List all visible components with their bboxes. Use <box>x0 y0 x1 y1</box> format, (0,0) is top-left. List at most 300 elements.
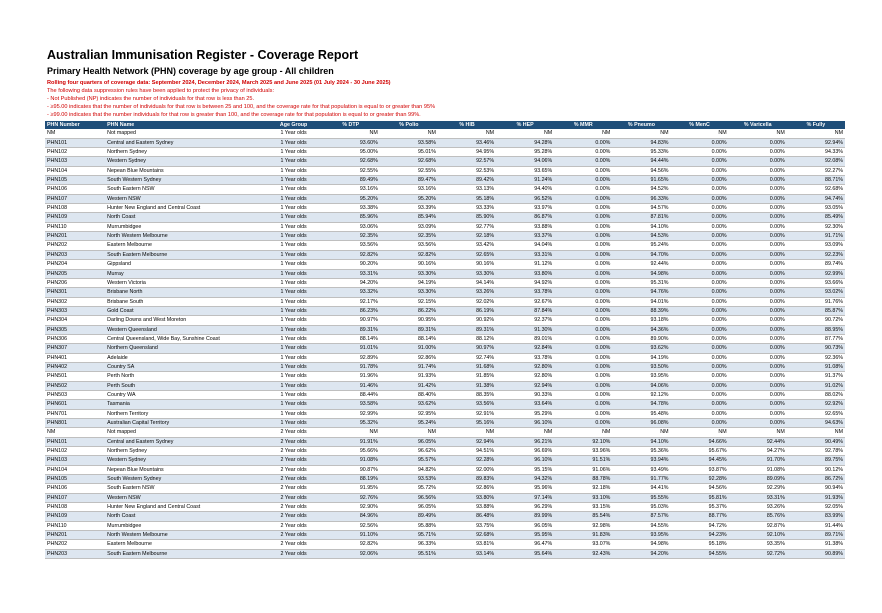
table-cell: 2 Year olds <box>266 428 322 437</box>
table-cell: 96.10% <box>496 419 554 428</box>
table-cell: 0.00% <box>554 222 612 231</box>
table-cell: 92.65% <box>438 250 496 259</box>
table-cell: 0.00% <box>554 325 612 334</box>
table-cell: 91.96% <box>322 372 380 381</box>
table-cell: 2 Year olds <box>266 456 322 465</box>
table-cell: 92.05% <box>787 503 845 512</box>
table-cell: 93.39% <box>380 204 438 213</box>
table-cell: 0.00% <box>671 400 729 409</box>
table-cell: South Western Sydney <box>105 176 265 185</box>
rule-np: - Not Published (NP) indicates the number of individuals for that row is less than 25. <box>47 96 255 102</box>
table-cell: 0.00% <box>671 222 729 231</box>
table-cell: 0.00% <box>729 232 787 241</box>
table-cell: 95.81% <box>671 493 729 502</box>
table-cell: 95.67% <box>671 447 729 456</box>
table-cell: 93.95% <box>612 531 670 540</box>
table-cell: 92.90% <box>322 503 380 512</box>
table-cell: 94.95% <box>438 148 496 157</box>
table-cell: 89.90% <box>612 334 670 343</box>
table-cell: Northern Sydney <box>105 148 265 157</box>
table-header <box>45 121 845 129</box>
table-cell: 92.18% <box>554 484 612 493</box>
table-cell: PHN102 <box>45 148 105 157</box>
table-cell: Central and Eastern Sydney <box>105 437 265 446</box>
table-cell: 85.76% <box>729 512 787 521</box>
table-cell: 92.89% <box>322 353 380 362</box>
table-cell: NM <box>554 428 612 437</box>
table-cell: 87.57% <box>612 512 670 521</box>
table-cell: NM <box>729 129 787 138</box>
table-cell: 94.76% <box>612 288 670 297</box>
table-cell: Brisbane North <box>105 288 265 297</box>
table-cell: 94.36% <box>612 325 670 334</box>
table-cell: 91.42% <box>380 381 438 390</box>
table-cell: 0.00% <box>554 344 612 353</box>
table-cell: Perth North <box>105 372 265 381</box>
table-cell: 86.23% <box>322 306 380 315</box>
table-row <box>45 409 845 418</box>
table-cell: 0.00% <box>729 409 787 418</box>
table-cell: NM <box>45 129 105 138</box>
table-cell: 0.00% <box>554 185 612 194</box>
column-header: % MMR <box>554 121 612 129</box>
table-row <box>45 390 845 399</box>
table-cell: 93.14% <box>438 549 496 558</box>
table-cell: 92.72% <box>729 549 787 558</box>
table-cell: 88.14% <box>322 334 380 343</box>
table-cell: 95.32% <box>322 419 380 428</box>
table-row <box>45 419 845 428</box>
table-cell: 86.19% <box>438 306 496 315</box>
table-cell: 0.00% <box>729 372 787 381</box>
table-cell: 84.96% <box>322 512 380 521</box>
table-cell: 92.56% <box>322 521 380 530</box>
table-cell: 90.94% <box>787 484 845 493</box>
table-cell: 92.28% <box>438 456 496 465</box>
table-cell: 95.20% <box>380 194 438 203</box>
table-cell: 89.49% <box>322 176 380 185</box>
table-row <box>45 512 845 521</box>
table-cell: South Eastern Melbourne <box>105 250 265 259</box>
table-cell: Murrumbidgee <box>105 222 265 231</box>
table-cell: 1 Year olds <box>266 148 322 157</box>
table-cell: 91.08% <box>322 456 380 465</box>
table-row <box>45 484 845 493</box>
table-cell: 1 Year olds <box>266 185 322 194</box>
table-cell: 90.95% <box>380 316 438 325</box>
table-cell: Not mapped <box>105 129 265 138</box>
table-cell: 88.71% <box>787 176 845 185</box>
table-cell: 90.12% <box>787 465 845 474</box>
table-cell: Western NSW <box>105 493 265 502</box>
table-cell: 88.14% <box>380 334 438 343</box>
table-cell: Murrumbidgee <box>105 521 265 530</box>
table-cell: 2 Year olds <box>266 437 322 446</box>
table-cell: 93.95% <box>612 372 670 381</box>
table-row <box>45 437 845 446</box>
table-cell: 95.96% <box>496 484 554 493</box>
table-cell: 89.31% <box>380 325 438 334</box>
table-cell: 95.51% <box>380 549 438 558</box>
table-cell: 94.56% <box>612 166 670 175</box>
table-cell: 96.05% <box>380 437 438 446</box>
table-cell: 95.18% <box>671 540 729 549</box>
table-cell: 94.63% <box>787 419 845 428</box>
table-cell: 93.37% <box>496 232 554 241</box>
table-row <box>45 260 845 269</box>
table-cell: 1 Year olds <box>266 250 322 259</box>
table-cell: 96.47% <box>496 540 554 549</box>
table-cell: NM <box>438 428 496 437</box>
table-cell: 1 Year olds <box>266 129 322 138</box>
table-cell: 93.30% <box>380 269 438 278</box>
table-cell: 91.08% <box>729 465 787 474</box>
table-cell: 92.10% <box>729 531 787 540</box>
table-cell: Central and Eastern Sydney <box>105 138 265 147</box>
table-cell: PHN801 <box>45 419 105 428</box>
table-cell: 93.42% <box>438 241 496 250</box>
table-cell: PHN307 <box>45 344 105 353</box>
table-cell: 2 Year olds <box>266 465 322 474</box>
table-cell: 95.66% <box>322 447 380 456</box>
table-row <box>45 531 845 540</box>
table-cell: 88.12% <box>438 334 496 343</box>
table-cell: South Eastern Melbourne <box>105 549 265 558</box>
table-cell: 0.00% <box>671 372 729 381</box>
table-cell: 0.00% <box>554 166 612 175</box>
table-cell: 0.00% <box>671 148 729 157</box>
table-cell: 93.88% <box>496 222 554 231</box>
table-cell: 95.64% <box>496 549 554 558</box>
table-cell: Not mapped <box>105 428 265 437</box>
table-cell: 89.49% <box>380 512 438 521</box>
table-cell: North Coast <box>105 512 265 521</box>
table-cell: 88.77% <box>671 512 729 521</box>
table-cell: PHN106 <box>45 484 105 493</box>
table-cell: 1 Year olds <box>266 334 322 343</box>
table-row <box>45 241 845 250</box>
table-cell: 92.44% <box>729 437 787 446</box>
table-cell: Hunter New England and Central Coast <box>105 503 265 512</box>
table-row <box>45 549 845 558</box>
table-cell: PHN502 <box>45 381 105 390</box>
table-cell: PHN206 <box>45 278 105 287</box>
table-cell: Darling Downs and West Moreton <box>105 316 265 325</box>
table-cell: 92.86% <box>380 353 438 362</box>
table-cell: PHN103 <box>45 157 105 166</box>
table-cell: 92.06% <box>322 549 380 558</box>
table-row <box>45 362 845 371</box>
table-cell: Western Victoria <box>105 278 265 287</box>
table-cell: 94.53% <box>612 232 670 241</box>
table-cell: 0.00% <box>554 297 612 306</box>
table-cell: Northern Queensland <box>105 344 265 353</box>
table-cell: 94.20% <box>322 278 380 287</box>
table-cell: 89.09% <box>729 475 787 484</box>
table-row <box>45 447 845 456</box>
table-cell: 2 Year olds <box>266 503 322 512</box>
table-cell: 92.94% <box>787 138 845 147</box>
table-cell: 0.00% <box>554 334 612 343</box>
table-row <box>45 493 845 502</box>
table-cell: 93.46% <box>438 138 496 147</box>
table-cell: 92.67% <box>496 297 554 306</box>
table-cell: NM <box>787 129 845 138</box>
table-cell: 95.28% <box>496 148 554 157</box>
column-header: PHN Number <box>45 121 105 129</box>
table-cell: 92.37% <box>496 316 554 325</box>
table-cell: 2 Year olds <box>266 512 322 521</box>
table-cell: 92.98% <box>554 521 612 530</box>
table-cell: 93.31% <box>729 493 787 502</box>
table-cell: 0.00% <box>554 288 612 297</box>
table-row <box>45 503 845 512</box>
table-cell: PHN104 <box>45 465 105 474</box>
table-cell: North Coast <box>105 213 265 222</box>
table-cell: 95.33% <box>612 148 670 157</box>
table-cell: 97.14% <box>496 493 554 502</box>
table-cell: 93.56% <box>438 400 496 409</box>
table-cell: 94.72% <box>671 521 729 530</box>
table-cell: 90.89% <box>787 549 845 558</box>
table-cell: 93.16% <box>322 185 380 194</box>
table-cell: 95.95% <box>496 531 554 540</box>
table-cell: 91.38% <box>787 540 845 549</box>
table-cell: South Eastern NSW <box>105 484 265 493</box>
table-cell: 0.00% <box>671 176 729 185</box>
table-cell: 93.58% <box>322 400 380 409</box>
table-cell: 92.35% <box>380 232 438 241</box>
column-header: % HEP <box>496 121 554 129</box>
table-cell: 93.78% <box>496 353 554 362</box>
table-cell: 92.10% <box>554 437 612 446</box>
table-cell: Hunter New England and Central Coast <box>105 204 265 213</box>
table-cell: 93.26% <box>729 503 787 512</box>
table-cell: 94.70% <box>612 250 670 259</box>
table-cell: 0.00% <box>729 194 787 203</box>
table-cell: 96.69% <box>496 447 554 456</box>
table-cell: 0.00% <box>554 316 612 325</box>
table-cell: 2 Year olds <box>266 475 322 484</box>
table-cell: 93.53% <box>380 475 438 484</box>
table-cell: 91.76% <box>787 297 845 306</box>
table-cell: 0.00% <box>671 297 729 306</box>
table-cell: 1 Year olds <box>266 325 322 334</box>
table-cell: 0.00% <box>671 381 729 390</box>
table-cell: 92.17% <box>322 297 380 306</box>
table-cell: PHN303 <box>45 306 105 315</box>
table-cell: 2 Year olds <box>266 540 322 549</box>
table-cell: 0.00% <box>554 372 612 381</box>
suppression-intro: The following data suppression rules have been applied to protect the privacy of individuals: <box>47 88 274 94</box>
table-cell: 0.00% <box>671 138 729 147</box>
table-cell: 0.00% <box>554 278 612 287</box>
table-cell: 0.00% <box>554 194 612 203</box>
table-cell: 92.92% <box>787 400 845 409</box>
table-cell: 94.92% <box>496 278 554 287</box>
table-cell: Western Queensland <box>105 325 265 334</box>
table-cell: 94.40% <box>496 185 554 194</box>
table-cell: 0.00% <box>729 288 787 297</box>
table-cell: 93.96% <box>554 447 612 456</box>
table-cell: 95.72% <box>380 484 438 493</box>
table-cell: 0.00% <box>729 204 787 213</box>
table-cell: 95.20% <box>322 194 380 203</box>
table-cell: 0.00% <box>729 176 787 185</box>
table-cell: 86.87% <box>496 213 554 222</box>
table-cell: 1 Year olds <box>266 419 322 428</box>
table-cell: 93.10% <box>554 493 612 502</box>
table-cell: 94.33% <box>787 148 845 157</box>
table-cell: 89.71% <box>787 531 845 540</box>
table-row <box>45 521 845 530</box>
table-row <box>45 344 845 353</box>
table-cell: 0.00% <box>671 185 729 194</box>
table-cell: 93.15% <box>554 503 612 512</box>
table-cell: 93.30% <box>380 288 438 297</box>
table-cell: 92.80% <box>496 372 554 381</box>
table-cell: PHN305 <box>45 325 105 334</box>
table-cell: 0.00% <box>729 148 787 157</box>
table-cell: PHN108 <box>45 204 105 213</box>
column-header: % Pneumo <box>612 121 670 129</box>
table-cell: 1 Year olds <box>266 278 322 287</box>
table-cell: 88.78% <box>554 475 612 484</box>
column-header: % MenC <box>671 121 729 129</box>
table-cell: Country SA <box>105 362 265 371</box>
table-cell: 1 Year olds <box>266 166 322 175</box>
table-row <box>45 213 845 222</box>
table-cell: 94.06% <box>612 381 670 390</box>
table-row <box>45 222 845 231</box>
column-header: % Polio <box>380 121 438 129</box>
table-cell: 93.35% <box>729 540 787 549</box>
table-cell: 92.99% <box>322 409 380 418</box>
period-note: Rolling four quarters of coverage data: September 2024, December 2024, March 2025 and June 2025 (01 July 2024 - 30 June 2025) <box>47 80 391 86</box>
table-cell: 96.05% <box>380 503 438 512</box>
table-cell: 93.62% <box>612 344 670 353</box>
table-cell: 0.00% <box>554 381 612 390</box>
table-cell: 0.00% <box>671 288 729 297</box>
table-cell: 94.45% <box>671 456 729 465</box>
table-cell: PHN107 <box>45 493 105 502</box>
table-cell: 92.02% <box>438 297 496 306</box>
table-cell: NM <box>496 129 554 138</box>
table-cell: 93.33% <box>438 204 496 213</box>
table-row <box>45 316 845 325</box>
table-cell: PHN108 <box>45 503 105 512</box>
table-cell: 93.87% <box>671 465 729 474</box>
table-cell: 92.53% <box>438 166 496 175</box>
table-row <box>45 204 845 213</box>
table-cell: 91.93% <box>380 372 438 381</box>
table-cell: 90.49% <box>787 437 845 446</box>
table-cell: 0.00% <box>671 278 729 287</box>
table-cell: 93.09% <box>380 222 438 231</box>
table-cell: 85.90% <box>438 213 496 222</box>
table-cell: 91.68% <box>438 362 496 371</box>
table-cell: 1 Year olds <box>266 288 322 297</box>
table-cell: 0.00% <box>554 260 612 269</box>
table-cell: 1 Year olds <box>266 316 322 325</box>
table-cell: 94.28% <box>496 138 554 147</box>
table-cell: 96.62% <box>380 447 438 456</box>
table-cell: 96.21% <box>496 437 554 446</box>
table-cell: 0.00% <box>554 148 612 157</box>
table-row <box>45 176 845 185</box>
table-cell: 0.00% <box>729 297 787 306</box>
table-cell: 0.00% <box>729 344 787 353</box>
table-cell: PHN103 <box>45 456 105 465</box>
table-cell: 91.01% <box>322 344 380 353</box>
table-cell: 94.41% <box>612 484 670 493</box>
table-cell: 0.00% <box>729 166 787 175</box>
table-cell: 94.98% <box>612 269 670 278</box>
table-cell: 93.18% <box>612 316 670 325</box>
table-cell: Gippsland <box>105 260 265 269</box>
table-cell: 94.04% <box>496 241 554 250</box>
table-cell: 2 Year olds <box>266 447 322 456</box>
table-cell: 1 Year olds <box>266 372 322 381</box>
table-cell: 92.78% <box>787 447 845 456</box>
table-cell: 92.55% <box>380 166 438 175</box>
table-cell: 1 Year olds <box>266 381 322 390</box>
table-row <box>45 297 845 306</box>
table-cell: NM <box>554 129 612 138</box>
column-header: % Varicella <box>729 121 787 129</box>
table-cell: 91.38% <box>438 381 496 390</box>
table-cell: 92.12% <box>612 390 670 399</box>
table-cell: Gold Coast <box>105 306 265 315</box>
table-cell: 94.01% <box>612 297 670 306</box>
table-cell: 92.76% <box>322 493 380 502</box>
table-cell: 94.32% <box>496 475 554 484</box>
table-row <box>45 400 845 409</box>
table-cell: 89.01% <box>496 334 554 343</box>
table-cell: 94.10% <box>612 437 670 446</box>
table-cell: 93.64% <box>496 400 554 409</box>
table-cell: 95.24% <box>612 241 670 250</box>
table-cell: Central Queensland, Wide Bay, Sunshine Coast <box>105 334 265 343</box>
table-cell: 92.18% <box>438 232 496 241</box>
table-cell: 91.37% <box>787 372 845 381</box>
header-row <box>45 121 845 129</box>
table-cell: PHN203 <box>45 549 105 558</box>
table-cell: 93.31% <box>322 269 380 278</box>
table-cell: 92.68% <box>787 185 845 194</box>
table-cell: 0.00% <box>554 353 612 362</box>
table-cell: 0.00% <box>671 419 729 428</box>
table-cell: PHN109 <box>45 512 105 521</box>
table-cell: 96.10% <box>496 456 554 465</box>
table-row <box>45 148 845 157</box>
table-cell: 0.00% <box>729 138 787 147</box>
table-cell: 89.42% <box>438 176 496 185</box>
table-cell: 0.00% <box>729 306 787 315</box>
table-cell: 94.56% <box>671 484 729 493</box>
table-cell: 91.30% <box>496 325 554 334</box>
table-cell: 2 Year olds <box>266 493 322 502</box>
table-cell: 92.68% <box>322 157 380 166</box>
table-cell: NM <box>45 428 105 437</box>
table-cell: NM <box>438 129 496 138</box>
table-cell: 92.43% <box>554 549 612 558</box>
table-cell: 0.00% <box>671 334 729 343</box>
table-cell: 0.00% <box>729 157 787 166</box>
table-cell: 95.03% <box>612 503 670 512</box>
table-cell: 92.00% <box>438 465 496 474</box>
table-cell: 94.66% <box>671 437 729 446</box>
